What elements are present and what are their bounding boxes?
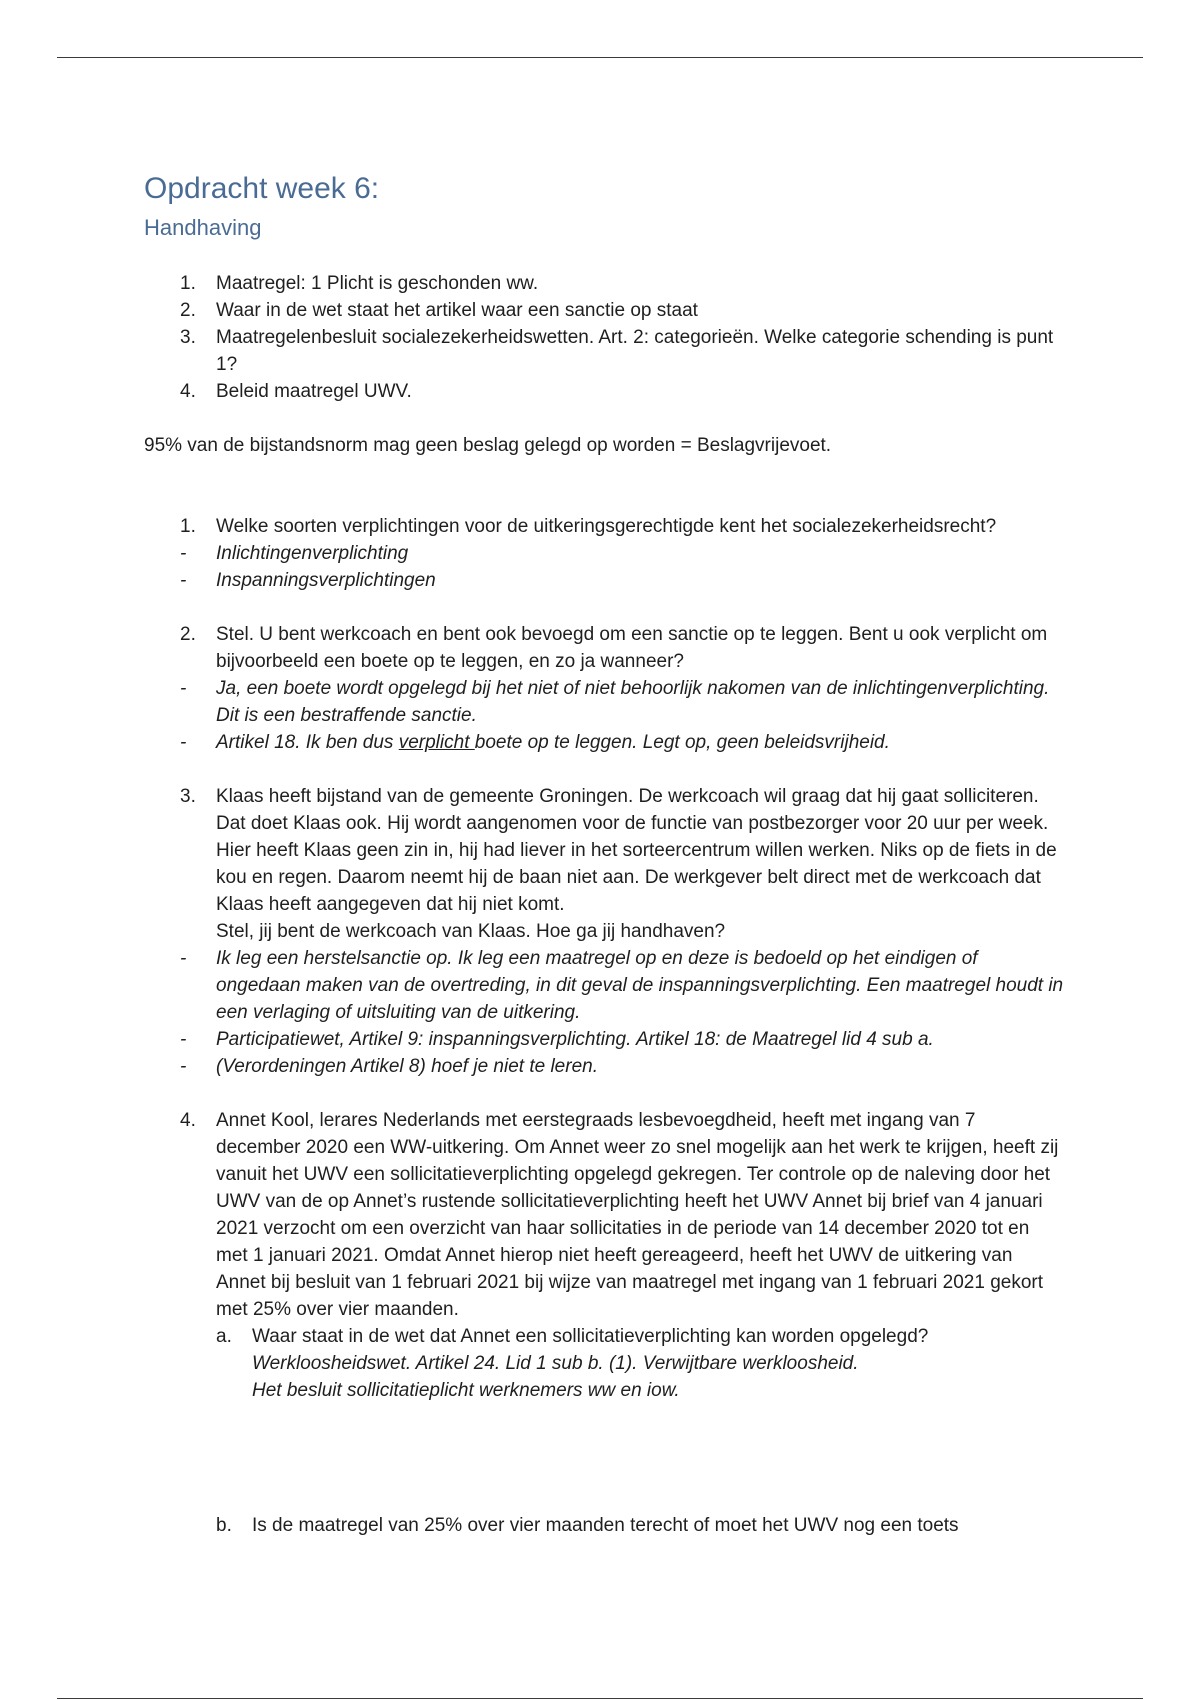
question-body: Klaas heeft bijstand van de gemeente Groningen. De werkcoach wil graag dat hij gaat solliciteren. Dat doet Klaas ook. Hij wordt aangenomen voor de functie van postbezorger voor 20 uur per week. Hier heeft Klaas geen zin in, hij had liever in het sorteercentrum willen werken. Niks op de fiets in de kou en regen. Daarom neemt hij de baan niet aan. De werkgever belt direct met de werkcoach dat Klaas heeft aangegeven dat hij niet komt. (216, 786, 1057, 915)
question-text (144, 621, 1064, 675)
answer-item (144, 1026, 1064, 1053)
answer-item (144, 675, 1064, 729)
question-2 (144, 621, 1064, 756)
question-number: 4. (180, 1110, 196, 1131)
answer-text: Inspanningsverplichtingen (216, 570, 436, 591)
answer-item (144, 540, 1064, 567)
subquestion-label: a. (216, 1326, 232, 1347)
bullet-dash: - (180, 1029, 187, 1050)
question-text (144, 513, 1064, 540)
subquestion-text: Is de maatregel van 25% over vier maanden terecht of moet het UWV nog een toets (252, 1515, 959, 1536)
intro-item-number: 3. (180, 327, 196, 348)
intro-item-number: 2. (180, 300, 196, 321)
bullet-dash: - (180, 948, 187, 969)
answer-item (144, 945, 1064, 1026)
intro-item-text: Maatregel: 1 Plicht is geschonden ww. (216, 273, 539, 294)
question-number: 1. (180, 516, 196, 537)
intro-item (144, 270, 1064, 297)
subquestion-answer: Werkloosheidswet. Artikel 24. Lid 1 sub b. (1). Verwijtbare werkloosheid. (252, 1353, 859, 1374)
intro-item-number: 4. (180, 381, 196, 402)
question-body-continued: Stel, jij bent de werkcoach van Klaas. Hoe ga jij handhaven? (216, 921, 726, 942)
page-title: Opdracht week 6: (144, 172, 380, 205)
intro-item-text: Waar in de wet staat het artikel waar een sanctie op staat (216, 300, 698, 321)
bullet-dash: - (180, 1056, 187, 1077)
answer-underlined-word: verplicht (398, 732, 475, 753)
answer-text-end: boete op te leggen. Legt op, geen beleidsvrijheid. (474, 732, 890, 753)
question-4 (144, 1107, 1064, 1539)
bullet-dash: - (180, 543, 187, 564)
subquestion-answer: Het besluit sollicitatieplicht werknemers ww en iow. (252, 1380, 680, 1401)
question-1 (144, 513, 1064, 594)
footer-rule (57, 1698, 1143, 1699)
answer-item (144, 1053, 1064, 1080)
question-body: Annet Kool, lerares Nederlands met eerstegraads lesbevoegdheid, heeft met ingang van 7 december 2020 een WW-uitkering. Om Annet weer zo snel mogelijk aan het werk te krijgen, heeft zij vanuit het UWV een sollicitatieverplichting opgelegd gekregen. Ter controle op de naleving door het UWV van de op Annet’s rustende sollicitatieverplichting heeft het UWV Annet bij brief van 4 januari 2021 verzocht om een overzicht van haar sollicitaties in de periode van 14 december 2020 tot en met 1 januari 2021. Omdat Annet hierop niet heeft gereageerd, heeft het UWV de uitkering van Annet bij besluit van 1 februari 2021 bij wijze van maatregel met ingang van 1 februari 2021 gekort met 25% over vier maanden. (216, 1110, 1059, 1320)
answer-text-start: Artikel 18. Ik ben dus (216, 732, 399, 753)
answer-text: (Verordeningen Artikel 8) hoef je niet te leren. (216, 1056, 598, 1077)
question-number: 2. (180, 624, 196, 645)
answer-text: Ik leg een herstelsanctie op. Ik leg een maatregel op en deze is bedoeld op het eindigen of ongedaan maken van de overtreding, in dit geval de inspanningsverplichting. Een maatregel houdt in een verlaging of uitsluiting van de uitkering. (216, 948, 1064, 1023)
intro-item (144, 324, 1064, 378)
answer-item (144, 567, 1064, 594)
question-text (144, 1107, 1064, 1323)
subquestion-a (144, 1323, 1064, 1350)
intro-item-text: Beleid maatregel UWV. (216, 381, 412, 402)
note-paragraph: 95% van de bijstandsnorm mag geen beslag gelegd op worden = Beslagvrijevoet. (144, 435, 832, 456)
bullet-dash: - (180, 570, 187, 591)
answer-text: Inlichtingenverplichting (216, 543, 409, 564)
header-rule (57, 57, 1143, 58)
intro-item-text: Maatregelenbesluit socialezekerheidswetten. Art. 2: categorieën. Welke categorie schending is punt 1? (216, 327, 1054, 375)
question-number: 3. (180, 786, 196, 807)
intro-item (144, 378, 1064, 405)
answer-text: Participatiewet, Artikel 9: inspanningsverplichting. Artikel 18: de Maatregel lid 4 sub a. (216, 1029, 934, 1050)
subquestion-text: Waar staat in de wet dat Annet een sollicitatieverplichting kan worden opgelegd? (252, 1326, 929, 1347)
bullet-dash: - (180, 732, 187, 753)
question-body: Welke soorten verplichtingen voor de uitkeringsgerechtigde kent het socialezekerheidsrecht? (216, 516, 997, 537)
question-3 (144, 783, 1064, 1080)
question-body: Stel. U bent werkcoach en bent ook bevoegd om een sanctie op te leggen. Bent u ook verplicht om bijvoorbeeld een boete op te leggen, en zo ja wanneer? (216, 624, 1048, 672)
intro-item-number: 1. (180, 273, 196, 294)
bullet-dash: - (180, 678, 187, 699)
document-body (144, 168, 1064, 1539)
question-text (144, 783, 1064, 945)
intro-list (144, 270, 1064, 405)
subquestion-b (144, 1512, 1064, 1539)
intro-item (144, 297, 1064, 324)
answer-item (144, 729, 1064, 756)
answer-text: Ja, een boete wordt opgelegd bij het niet of niet behoorlijk nakomen van de inlichtingenverplichting. Dit is een bestraffende sanctie. (216, 678, 1050, 726)
page-subtitle: Handhaving (144, 215, 262, 240)
subquestion-label: b. (216, 1515, 232, 1536)
